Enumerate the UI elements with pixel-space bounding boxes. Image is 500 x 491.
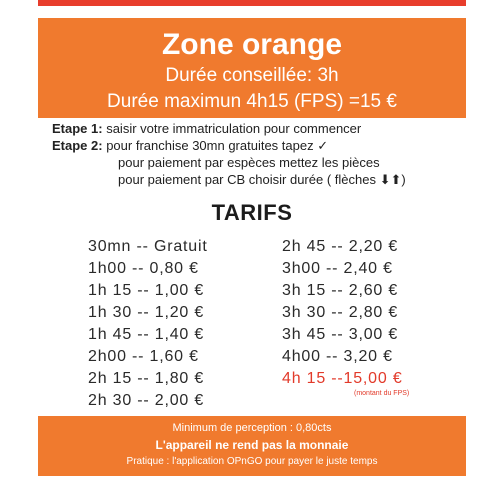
tariff-row: 4h00 -- 3,20 € [282, 348, 393, 365]
tariff-row: 1h00 -- 0,80 € [88, 260, 199, 277]
step-1-text: saisir votre immatriculation pour commencer [106, 121, 362, 136]
step-1 [52, 121, 361, 137]
tariff-row: 1h 30 -- 1,20 € [88, 304, 205, 321]
tariff-row: 2h 45 -- 2,20 € [282, 238, 399, 255]
step-2-card [118, 172, 406, 188]
app-promo: Pratique : l'application OPnGO pour payer le juste temps [126, 456, 378, 467]
tariff-row: 1h 45 -- 1,40 € [88, 326, 205, 343]
step-1-label: Etape 1: [52, 121, 103, 136]
max-duration: Durée maximun 4h15 (FPS) =15 € [107, 91, 397, 112]
tariff-row: 3h 30 -- 2,80 € [282, 304, 399, 321]
minimum-charge: Minimum de perception : 0,80cts [172, 422, 332, 434]
tariff-row-max-fps: 4h 15 --15,00 € [282, 370, 403, 387]
sign-header [38, 18, 466, 118]
tariff-column-right [282, 236, 403, 390]
tariff-row: 2h 30 -- 2,00 € [88, 392, 205, 409]
parking-tariff-sign [38, 18, 466, 476]
close-paren: ) [401, 172, 406, 187]
arrow-down-icon: ⬇ [379, 172, 391, 187]
top-red-strip [38, 0, 466, 6]
checkmark-icon: ✓ [317, 138, 329, 153]
tariff-row: 3h 15 -- 2,60 € [282, 282, 399, 299]
tariff-row: 3h 45 -- 3,00 € [282, 326, 399, 343]
fps-note: (montant du FPS) [354, 390, 410, 397]
tariff-row: 2h00 -- 1,60 € [88, 348, 199, 365]
arrow-up-icon: ⬆ [390, 172, 402, 187]
tariff-column-left [88, 236, 208, 412]
step-2-label: Etape 2: [52, 138, 103, 153]
step-2-cash-text: pour paiement par espèces mettez les pièces [118, 155, 380, 170]
tariff-row: 1h 15 -- 1,00 € [88, 282, 205, 299]
tariff-row: 30mn -- Gratuit [88, 238, 208, 255]
tariff-row: 2h 15 -- 1,80 € [88, 370, 205, 387]
step-2-card-text: pour paiement par CB choisir durée ( flèches [118, 172, 376, 187]
step-2-cash [118, 155, 380, 171]
step-2-text: pour franchise 30mn gratuites tapez [106, 138, 314, 153]
no-change-warning: L'appareil ne rend pas la monnaie [155, 438, 349, 452]
step-2 [52, 138, 328, 154]
zone-title: Zone orange [161, 28, 342, 61]
sign-footer [38, 416, 466, 476]
recommended-duration: Durée conseillée: 3h [165, 65, 339, 86]
tariff-row: 3h00 -- 2,40 € [282, 260, 393, 277]
tarifs-title: TARIFS [211, 200, 293, 225]
